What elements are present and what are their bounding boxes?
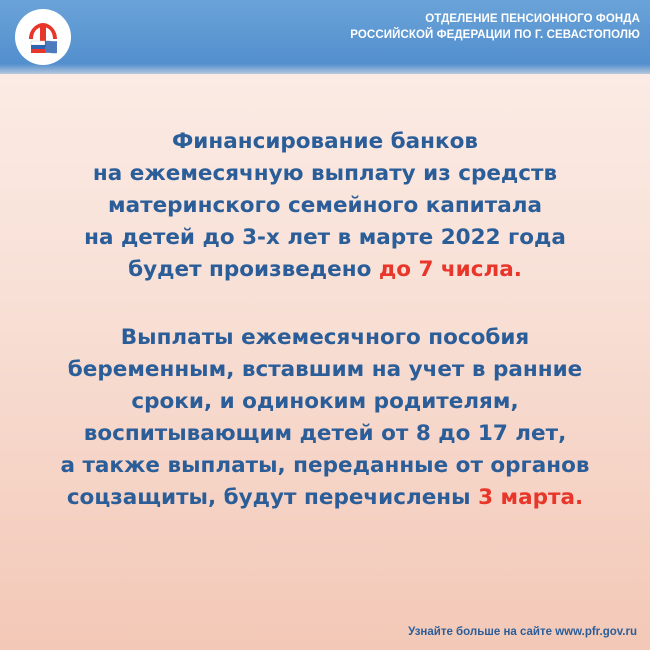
org-name-line-1: ОТДЕЛЕНИЕ ПЕНСИОННОГО ФОНДА	[425, 13, 640, 25]
text-line: Финансирование банков	[171, 129, 479, 154]
header-bar	[0, 0, 650, 74]
text-line: сроки, и одиноким родителям,	[131, 389, 519, 414]
announcement-text	[0, 126, 650, 514]
footer-website-note: Узнайте больше на сайте www.pfr.gov.ru	[408, 626, 637, 638]
organization-name	[350, 11, 640, 43]
highlight-date: 3 марта.	[478, 485, 584, 510]
text-segment: будет произведено	[128, 257, 379, 282]
text-line: на детей до 3-х лет в марте 2022 года	[84, 225, 566, 250]
paragraph-payments	[0, 322, 650, 514]
text-line: Выплаты ежемесячного пособия	[120, 325, 530, 350]
text-line: беременным, вставшим на учет в ранние	[67, 357, 583, 382]
paragraph-financing	[0, 126, 650, 286]
text-line: материнского семейного капитала	[108, 193, 542, 218]
highlight-date: до 7 числа.	[378, 257, 522, 282]
org-name-line-2: РОССИЙСКОЙ ФЕДЕРАЦИИ ПО Г. СЕВАСТОПОЛЮ	[350, 29, 640, 41]
text-line	[0, 254, 650, 286]
text-line: а также выплаты, переданные от органов	[60, 453, 590, 478]
text-line	[0, 482, 650, 514]
text-segment: соцзащиты, будут перечислены	[66, 485, 479, 510]
text-line: на ежемесячную выплату из средств	[92, 161, 558, 186]
text-line: воспитывающим детей от 8 до 17 лет,	[83, 421, 567, 446]
pfr-logo-icon	[15, 9, 71, 65]
